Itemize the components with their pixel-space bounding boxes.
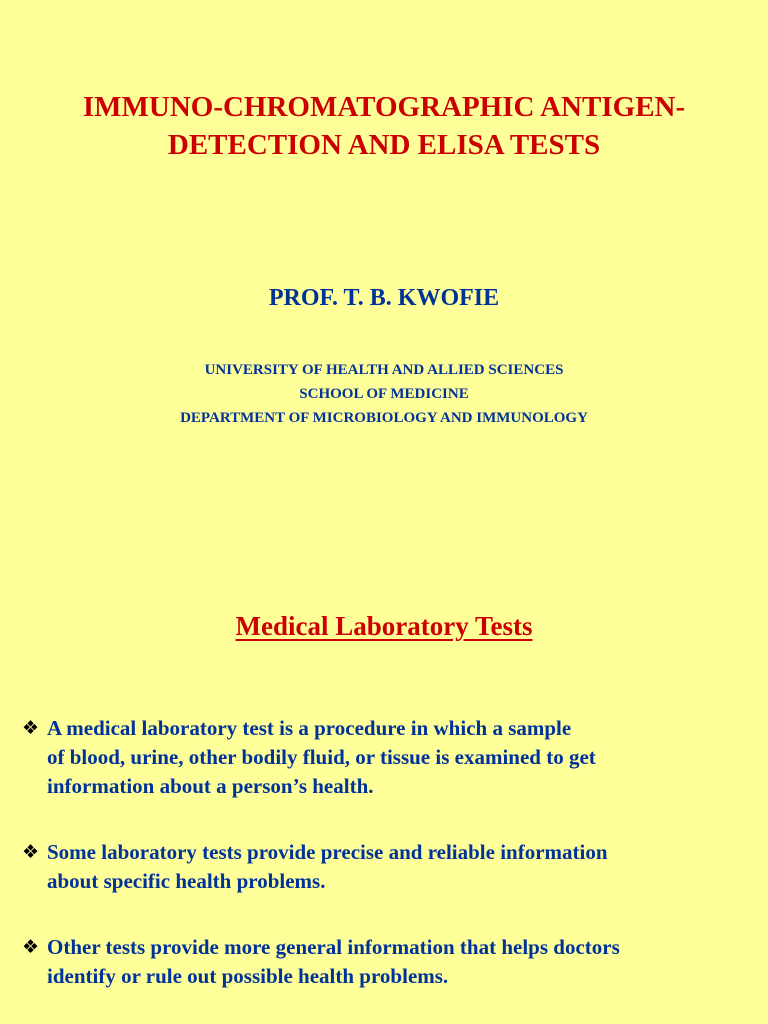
bullet-list (22, 714, 742, 991)
affiliation-department: DEPARTMENT OF MICROBIOLOGY AND IMMUNOLOGY (180, 410, 588, 426)
title-line: DETECTION AND ELISA TESTS (167, 129, 601, 161)
author-name: PROF. T. B. KWOFIE (268, 285, 500, 311)
affiliation-university: UNIVERSITY OF HEALTH AND ALLIED SCIENCES (204, 362, 564, 378)
affiliation-block (0, 358, 768, 430)
bullet-line: Other tests provide more general information that helps doctors (47, 935, 620, 959)
bullet-text (47, 838, 742, 896)
bullet-line: identify or rule out possible health problems. (47, 964, 449, 988)
bullet-text (47, 714, 742, 801)
bullet-line: of blood, urine, other bodily fluid, or tissue is examined to get (47, 745, 596, 769)
list-item (22, 714, 742, 801)
diamond-bullet-icon: ❖ (22, 841, 40, 863)
affiliation-school: SCHOOL OF MEDICINE (299, 386, 469, 402)
bullet-line: Some laboratory tests provide precise and reliable information (47, 840, 608, 864)
bullet-line: about specific health problems. (47, 869, 326, 893)
title-line: IMMUNO-CHROMATOGRAPHIC ANTIGEN- (82, 91, 686, 123)
diamond-bullet-icon: ❖ (22, 717, 40, 739)
section-heading: Medical Laboratory Tests (235, 611, 533, 641)
list-item (22, 838, 742, 896)
diamond-bullet-icon: ❖ (22, 936, 40, 958)
list-item (22, 933, 742, 991)
bullet-line: A medical laboratory test is a procedure in which a sample (47, 716, 572, 740)
page-title (0, 88, 768, 164)
bullet-text (47, 933, 742, 991)
bullet-line: information about a person’s health. (47, 774, 374, 798)
